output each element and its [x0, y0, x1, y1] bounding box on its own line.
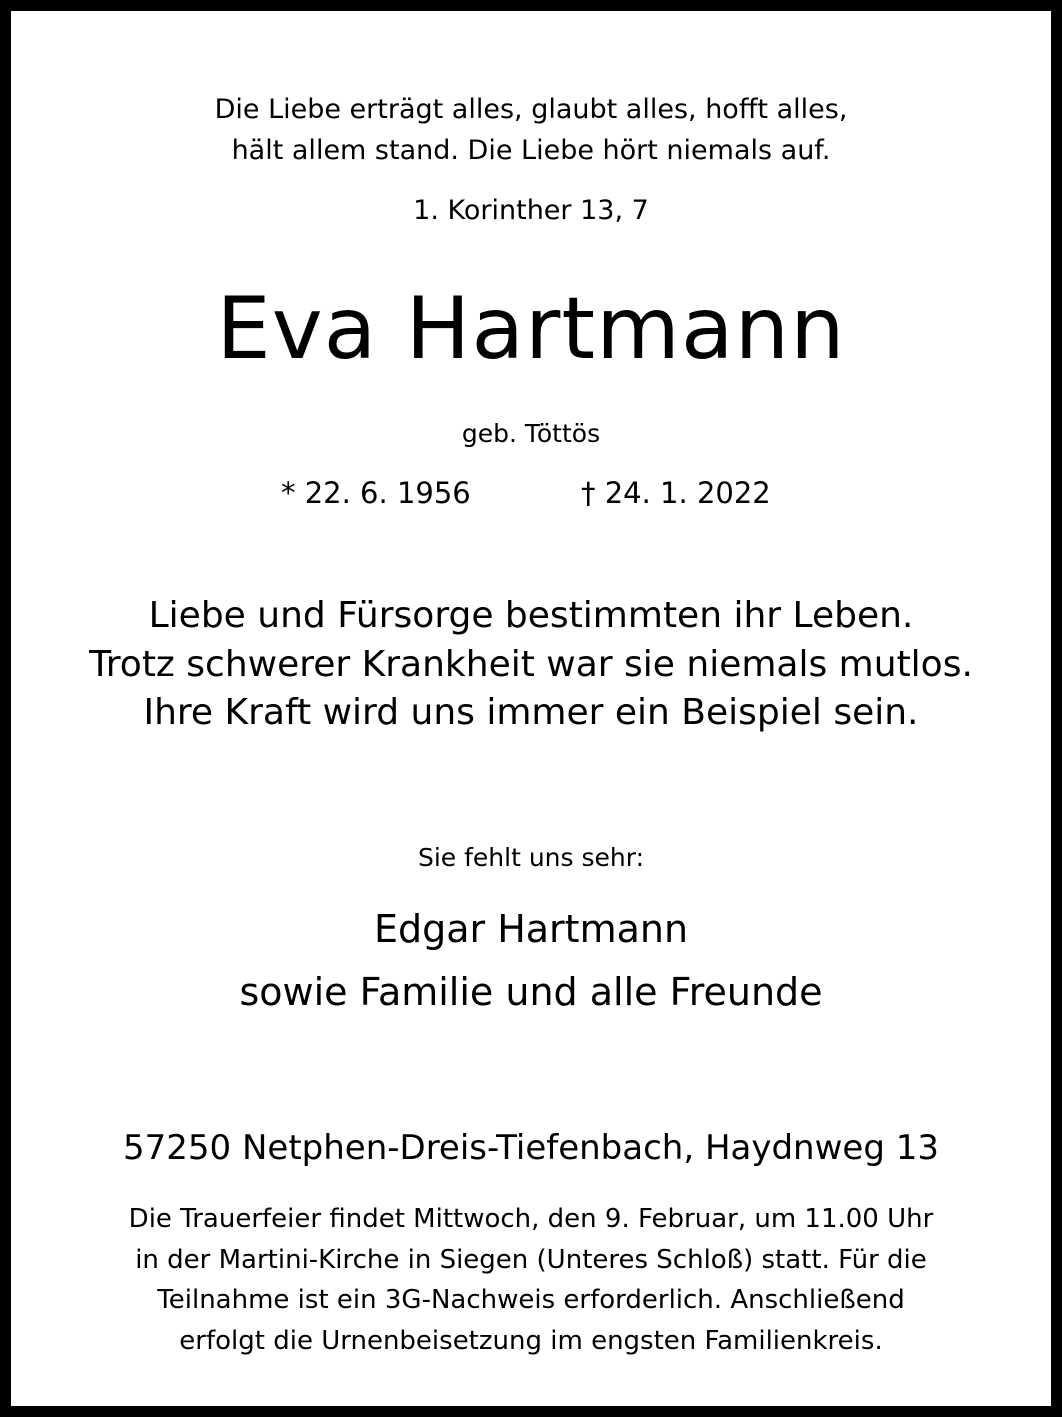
tribute-line-3: Ihre Kraft wird uns immer ein Beispiel sein.	[143, 692, 919, 733]
verse-line-2: hält allem stand. Die Liebe hört niemals auf.	[231, 135, 831, 166]
service-line-2: in der Martini-Kirche in Siegen (Unteres Schloß) statt. Für die	[135, 1245, 927, 1275]
maiden-name: geb. Töttös	[461, 419, 601, 448]
mourner-family: sowie Familie und alle Freunde	[239, 970, 823, 1014]
birth-date: * 22. 6. 1956	[281, 476, 471, 510]
verse-line-1: Die Liebe erträgt alles, glaubt alles, hofft alles,	[214, 94, 848, 125]
life-dates	[11, 476, 1051, 510]
tribute-line-2: Trotz schwerer Krankheit war sie niemals mutlos.	[89, 644, 973, 685]
tribute-line-1: Liebe und Fürsorge bestimmten ihr Leben.	[148, 595, 914, 636]
service-line-3: Teilnahme ist ein 3G-Nachweis erforderlich. Anschließend	[157, 1285, 905, 1315]
mourners-intro: Sie fehlt uns sehr:	[417, 843, 645, 872]
service-line-1: Die Trauerfeier findet Mittwoch, den 9. Februar, um 11.00 Uhr	[128, 1204, 934, 1234]
deceased-name: Eva Hartmann	[216, 279, 846, 379]
service-line-4: erfolgt die Urnenbeisetzung im engsten Familienkreis.	[179, 1326, 883, 1356]
verse-reference: 1. Korinther 13, 7	[413, 195, 649, 226]
death-date: † 24. 1. 2022	[581, 476, 771, 510]
address: 57250 Netphen-Dreis-Tiefenbach, Haydnweg 13	[123, 1128, 939, 1168]
mourner-name: Edgar Hartmann	[373, 907, 689, 951]
